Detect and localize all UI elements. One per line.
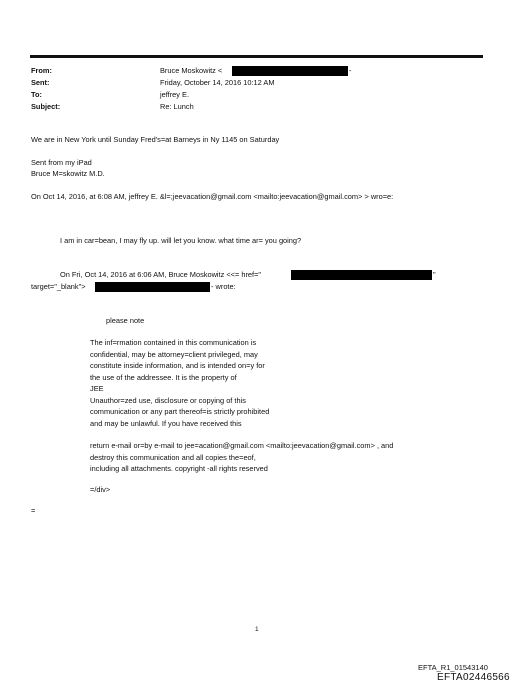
disclaimer-block [90,337,269,429]
nested-quote-wrote: - wrote: [211,282,236,291]
disclaimer-line: Unauthor=zed use, disclosure or copying of this [90,395,246,405]
reply-text: I am in car=bean, I may fly up. will let you know. what time ar= you going? [60,236,302,245]
disclaimer-line: The inf=rmation contained in this communication is [90,338,257,347]
sent-label: Sent: [31,78,50,87]
return-line: destroy this communication and all copies the=eof, [90,452,256,462]
disclaimer-line: JEE [90,384,104,393]
nested-quote-header: On Fri, Oct 14, 2016 at 6:06 AM, Bruce Moskowitz <<= href=" [60,270,262,279]
redaction-box [232,66,348,76]
please-note: please note [106,316,145,325]
bates-number: EFTA_R1_01543140 [418,663,488,672]
quote-header: On Oct 14, 2016, at 6:08 AM, jeffrey E. &l=;jeevacation@gmail.com <mailto:jeevacation@gmail.com> > wro=e: [31,192,394,201]
div-close-text: =/div> [90,485,111,494]
nested-quote-header-tail: " [433,270,436,279]
disclaimer-line: communication or any part thereof=is strictly prohibited [90,407,270,416]
redaction-box [291,270,432,280]
nested-quote-target: target="_blank"> [31,282,86,291]
to-label: To: [31,90,42,99]
body-line: We are in New York until Sunday Fred's=at Barneys in Ny 1145 on Saturday [31,135,280,144]
redaction-box [95,282,210,292]
equals-sign: = [31,506,36,515]
from-value-tail: - [349,66,352,75]
sent-value: Friday, October 14, 2016 10:12 AM [160,78,275,87]
signature-name: Bruce M=skowitz M.D. [31,169,105,178]
subject-label: Subject: [31,102,61,111]
from-value: Bruce Moskowitz < [160,66,223,75]
disclaimer-line: constitute inside information, and is intended on=y for [90,361,265,370]
page-number: 1 [255,626,259,633]
return-line: including all attachments. copyright -all rights reserved [90,464,268,473]
header-rule [30,55,483,58]
disclaimer-line: confidential, may be attorney=client privileged, may [90,349,258,359]
signature-line: Sent from my iPad [31,158,92,167]
return-block [90,440,393,475]
disclaimer-line: the use of the addressee. It is the property of [90,372,237,382]
disclaimer-line: and may be unlawful. If you have received this [90,418,242,428]
bates-number: EFTA02446566 [437,672,510,683]
from-label: From: [31,66,52,75]
subject-value: Re: Lunch [160,102,194,111]
to-value: jeffrey E. [160,90,190,99]
return-line: return e-mail or=by e-mail to jee=acation@gmail.com <mailto:jeevacation@gmail.com> , and [90,441,394,450]
